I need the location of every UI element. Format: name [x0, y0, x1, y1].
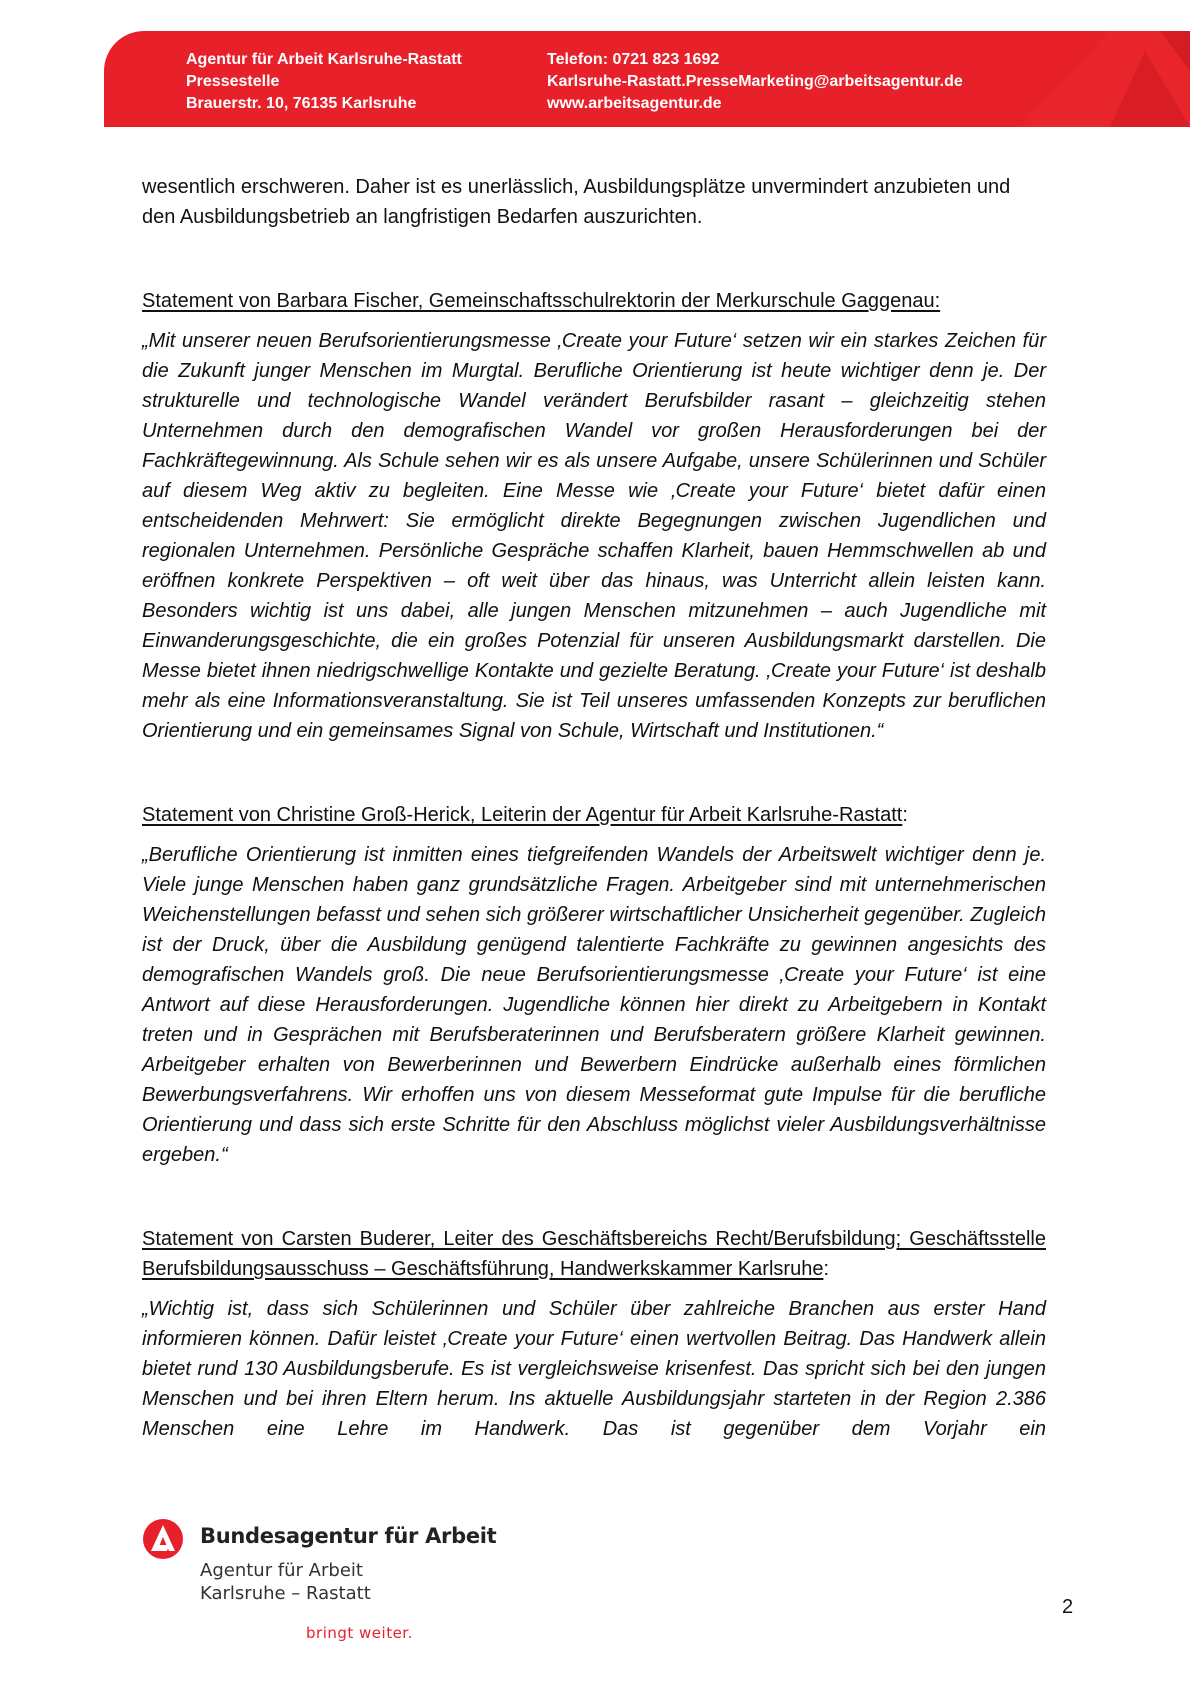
statement-gross-herick	[142, 800, 1046, 1170]
statement-heading-text: Statement von Carsten Buderer, Leiter des Geschäftsbereichs Recht/Berufsbildung; Geschäftsstelle Berufsbildungsausschuss – Geschäftsführung, Handwerkskammer Karlsruhe	[142, 1228, 1046, 1280]
page-number: 2	[1062, 1596, 1074, 1618]
statement-heading-text: Statement von Christine Groß-Herick, Leiterin der Agentur für Arbeit Karlsruhe-Rastatt	[142, 804, 903, 826]
header-address-block	[186, 49, 462, 115]
statement-heading	[142, 800, 1046, 830]
header-org-name: Agentur für Arbeit Karlsruhe-Rastatt	[186, 51, 462, 68]
document-body	[142, 172, 1046, 1444]
intro-paragraph: wesentlich erschweren. Daher ist es unerlässlich, Ausbildungsplätze unvermindert anzubieten und den Ausbildungsbetrieb an langfristigen Bedarfen auszurichten.	[142, 176, 1011, 228]
header-phone: Telefon: 0721 823 1692	[547, 51, 720, 68]
statement-heading-suffix: :	[902, 804, 908, 826]
statement-heading-suffix: :	[823, 1258, 829, 1280]
statement-buderer	[142, 1224, 1046, 1444]
header-department: Pressestelle	[186, 73, 280, 90]
statement-heading-text: Statement von Barbara Fischer, Gemeinschaftsschulrektorin der Merkurschule Gaggenau:	[142, 290, 941, 312]
header-website-link[interactable]: www.arbeitsagentur.de	[547, 95, 722, 112]
arrow-emblem-watermark-icon	[960, 31, 1190, 127]
header-email-link[interactable]: Karlsruhe-Rastatt.PresseMarketing@arbeitsagentur.de	[547, 73, 963, 90]
statement-quote: „Berufliche Orientierung ist inmitten eines tiefgreifenden Wandels der Arbeitswelt wichtiger denn je. Viele junge Menschen haben ganz grundsätzliche Fragen. Arbeitgeber sind mit unternehmerischen Weichenstellungen befasst und sehen sich größerer wirtschaftlicher Unsicherheit gegenüber. Zugleich ist der Druck, über die Ausbildung genügend talentierte Fachkräfte zu gewinnen angesichts des demografischen Wandels groß. Die neue Berufsorientierungsmesse ‚Create your Future‘ ist eine Antwort auf diese Herausforderungen. Jugendliche können hier direkt zu Arbeitgebern in Kontakt treten und in Gesprächen mit Berufsberaterinnen und Berufsberatern größere Klarheit gewinnen. Arbeitgeber erhalten von Bewerberinnen und Bewerbern Eindrücke außerhalb eines förmlichen Bewerbungsverfahrens. Wir erhoffen uns von diesem Messeformat gute Impulse für die berufliche Orientierung und dass sich erste Schritte für den Abschluss möglichst vieler Ausbildungsverhältnisse ergeben.“	[142, 844, 1046, 1166]
statement-quote: „Mit unserer neuen Berufsorientierungsmesse ‚Create your Future‘ setzen wir ein starkes Zeichen für die Zukunft junger Menschen im Murgtal. Berufliche Orientierung ist heute wichtiger denn je. Der strukturelle und technologische Wandel verändert Berufsbilder rasant – gleichzeitig stehen Unternehmen durch den demografischen Wandel vor großen Herausforderungen bei der Fachkräftegewinnung. Als Schule sehen wir es als unsere Aufgabe, unsere Schülerinnen und Schüler auf diesem Weg aktiv zu begleiten. Eine Messe wie ‚Create your Future‘ bietet dafür einen entscheidenden Mehrwert: Sie ermöglicht direkte Begegnungen zwischen Jugendlichen und regionalen Unternehmen. Persönliche Gespräche schaffen Klarheit, bauen Hemmschwellen ab und eröffnen konkrete Perspektiven – oft weit über das hinaus, was Unterricht allein leisten kann. Besonders wichtig ist uns dabei, alle jungen Menschen mitzunehmen – auch Jugendliche mit Einwanderungsgeschichte, die ein großes Potenzial für unseren Ausbildungsmarkt darstellen. Die Messe bietet ihnen niedrigschwellige Kontakte und gezielte Beratung. ‚Create your Future‘ ist deshalb mehr als eine Informationsveranstaltung. Sie ist Teil unseres umfassenden Konzepts zur beruflichen Orientierung und ein gemeinsames Signal von Schule, Wirtschaft und Institutionen.“	[142, 330, 1046, 742]
logo-subtitle-agency: Agentur für Arbeit	[200, 1560, 363, 1581]
footer-logo	[142, 1518, 502, 1648]
letterhead-banner	[104, 31, 1190, 127]
statement-quote: „Wichtig ist, dass sich Schülerinnen und Schüler über zahlreiche Branchen aus erster Hand informieren können. Dafür leistet ‚Create your Future‘ einen wertvollen Beitrag. Das Handwerk allein bietet rund 130 Ausbildungsberufe. Es ist vergleichsweise krisenfest. Das spricht sich bei den jungen Menschen und bei ihren Eltern herum. Ins aktuelle Ausbildungsjahr starteten in der Region 2.386 Menschen eine Lehre im Handwerk. Das ist gegenüber dem Vorjahr ein	[142, 1298, 1046, 1440]
statement-fischer	[142, 286, 1046, 746]
ba-arrow-logo-icon	[142, 1518, 184, 1560]
header-address: Brauerstr. 10, 76135 Karlsruhe	[186, 95, 417, 112]
statement-heading	[142, 286, 1046, 316]
logo-slogan: bringt weiter.	[306, 1624, 413, 1642]
header-contact-block	[547, 49, 963, 115]
logo-subtitle-region: Karlsruhe – Rastatt	[200, 1583, 371, 1604]
statement-heading	[142, 1224, 1046, 1284]
logo-title: Bundesagentur für Arbeit	[200, 1524, 497, 1548]
